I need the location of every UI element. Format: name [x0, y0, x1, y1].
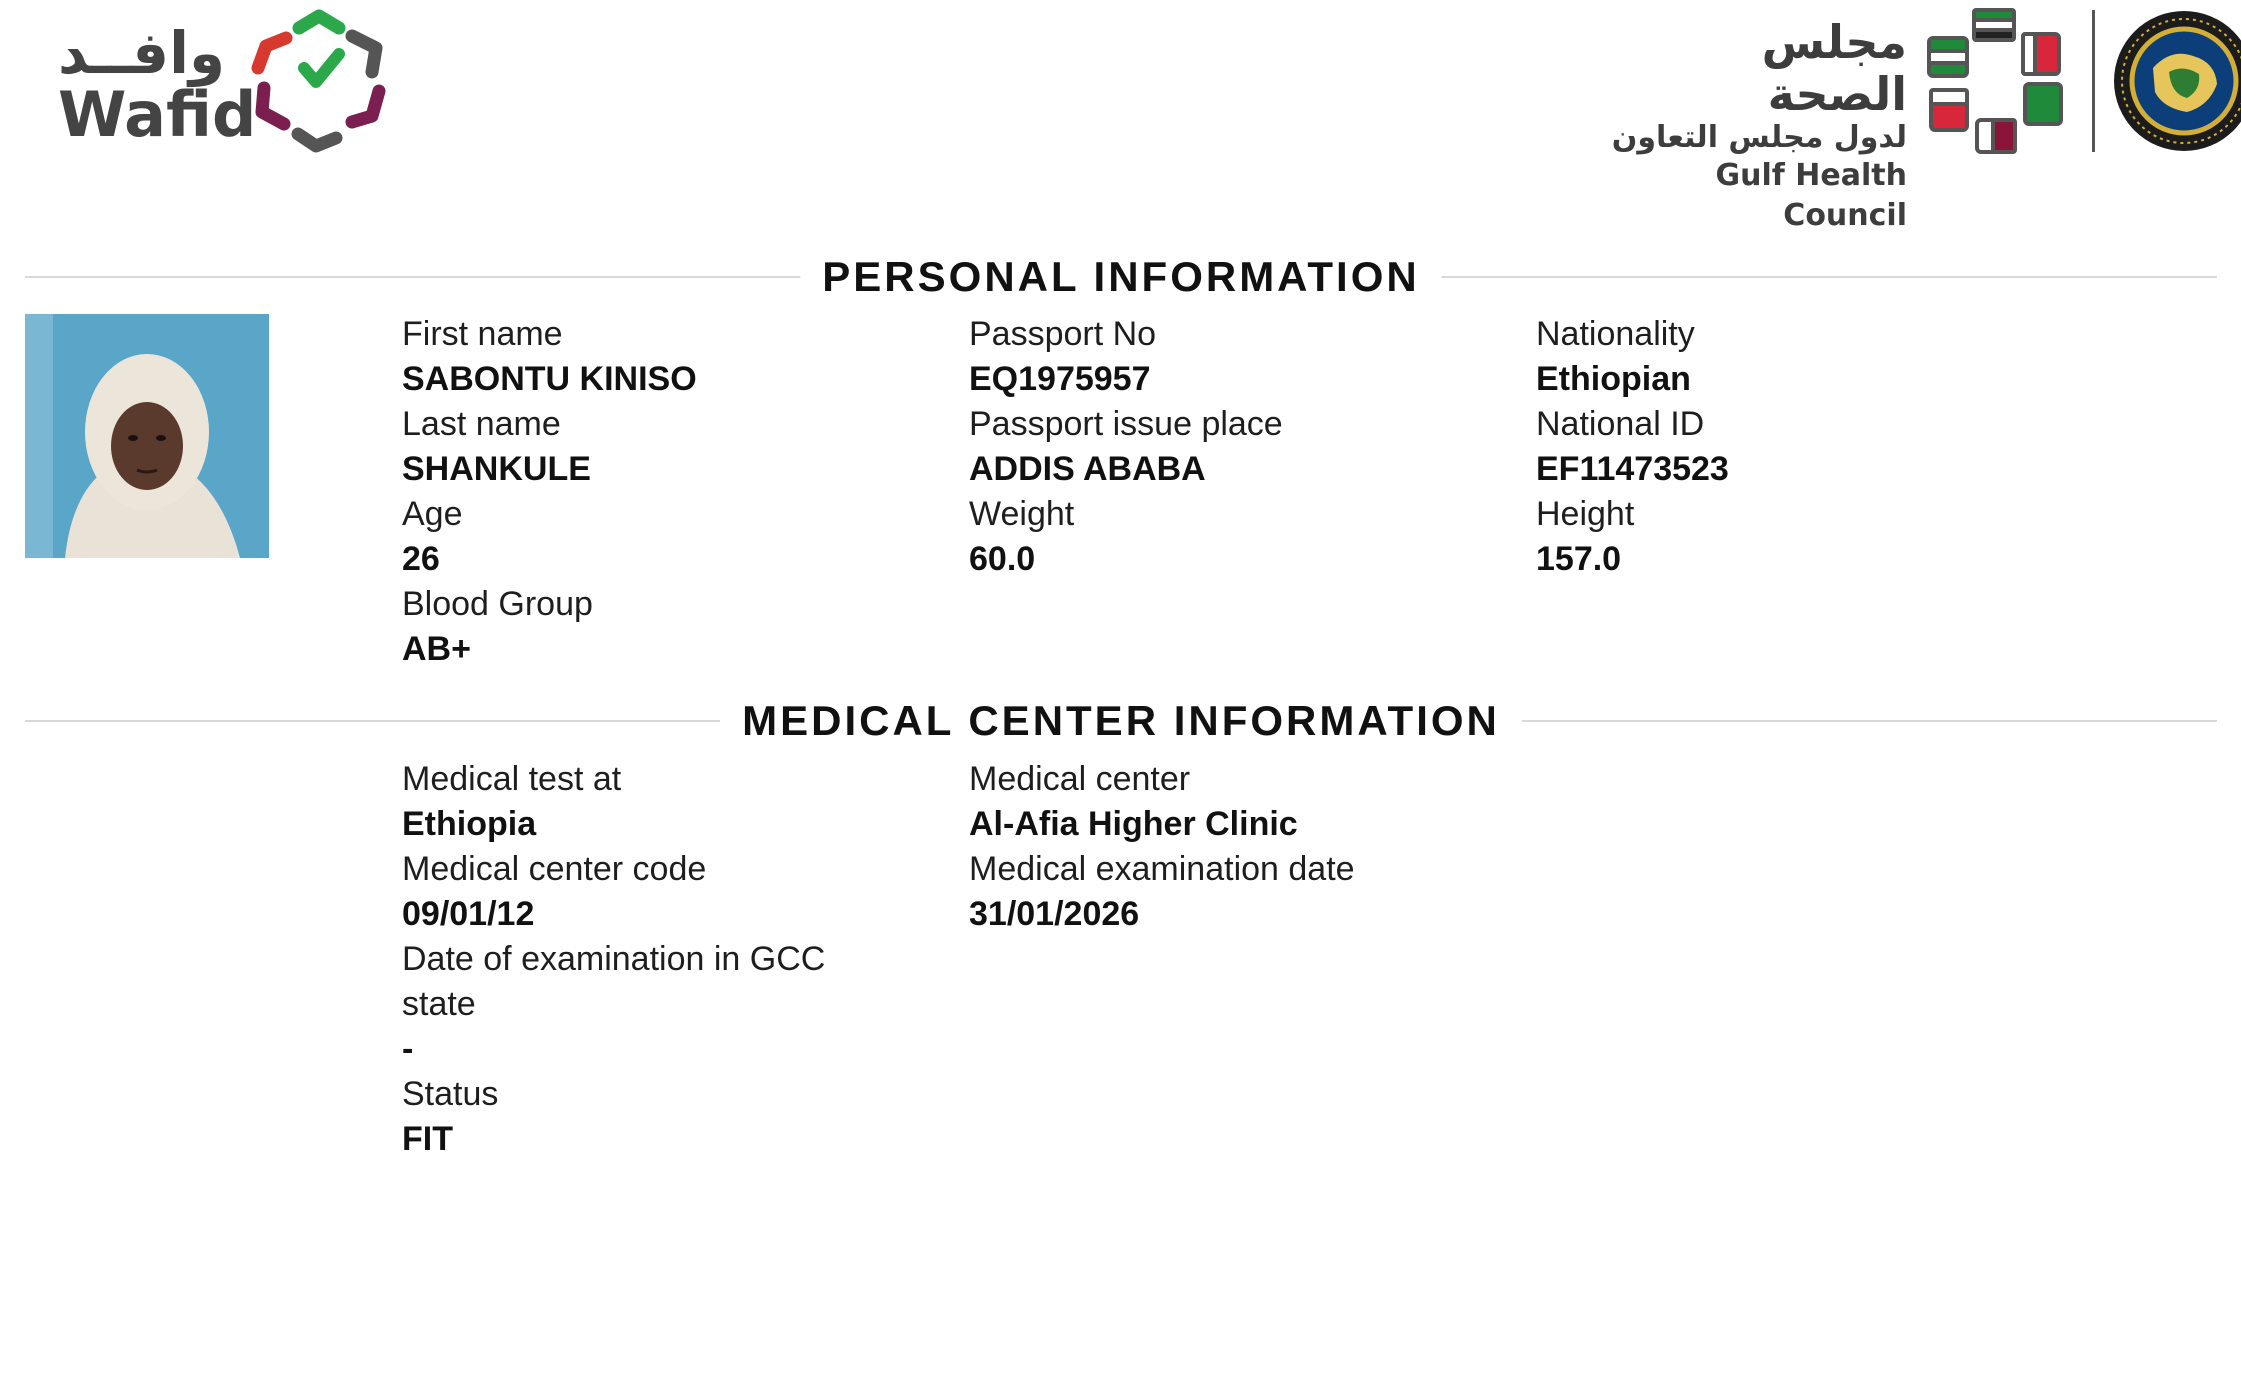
field-value: EF11473523: [1536, 450, 1729, 488]
field-label: Blood Group: [402, 585, 593, 623]
ghc-arabic-line2: لدول مجلس التعاون: [1611, 120, 1907, 155]
ghc-english-name: Gulf Health Council: [1715, 158, 1907, 233]
field-value: Al-Afia Higher Clinic: [969, 805, 1298, 843]
ghc-arabic-line1: مجلس الصحة: [1761, 15, 1907, 121]
applicant-photo: [25, 314, 269, 558]
field-passport-no: [969, 312, 1509, 402]
field-label: Height: [1536, 495, 1635, 533]
medical-column-1: [402, 757, 922, 1162]
field-label: Medical examination date: [969, 850, 1355, 888]
field-value: Ethiopian: [1536, 360, 1691, 398]
wafid-wordmark: [58, 6, 257, 151]
field-value: 60.0: [969, 540, 1036, 578]
section-title: PERSONAL INFORMATION: [800, 252, 1441, 302]
gulf-health-council-logo: [1607, 6, 2227, 233]
personal-information-header: [25, 252, 2217, 302]
field-nationality: [1536, 312, 2076, 402]
field-value: EQ1975957: [969, 360, 1151, 398]
field-first-name: [402, 312, 942, 402]
field-medical-exam-date: [969, 847, 1509, 937]
field-value: ADDIS ABABA: [969, 450, 1206, 488]
field-label: Nationality: [1536, 315, 1695, 353]
field-blood-group: [402, 582, 942, 672]
field-weight: [969, 492, 1509, 582]
medical-center-information-header: [25, 696, 2217, 746]
field-status: [402, 1072, 922, 1162]
field-medical-test-at: [402, 757, 922, 847]
field-label: First name: [402, 315, 563, 353]
field-label: Age: [402, 495, 463, 533]
field-gcc-exam-date: [402, 937, 922, 1072]
field-label: Medical test at: [402, 760, 622, 798]
field-label: National ID: [1536, 405, 1705, 443]
field-label: Last name: [402, 405, 561, 443]
field-label: Passport issue place: [969, 405, 1283, 443]
field-label: Medical center code: [402, 850, 707, 888]
field-value: 09/01/12: [402, 895, 535, 933]
field-value: 31/01/2026: [969, 895, 1140, 933]
medical-column-2: [969, 757, 1509, 937]
field-medical-center-code: [402, 847, 922, 937]
field-value: SABONTU KINISO: [402, 360, 697, 398]
field-label: Medical center: [969, 760, 1191, 798]
wafid-latin-text: Wafid: [58, 78, 257, 151]
field-age: [402, 492, 942, 582]
header: [0, 0, 2241, 233]
personal-column-3: [1536, 312, 2076, 582]
field-value: 157.0: [1536, 540, 1622, 578]
field-value: -: [402, 1030, 414, 1068]
field-label: Passport No: [969, 315, 1157, 353]
field-medical-center: [969, 757, 1509, 847]
wafid-star-icon: [244, 6, 394, 156]
gcc-seal-icon: [2111, 8, 2241, 154]
field-label: Status: [402, 1075, 499, 1113]
field-label: Weight: [969, 495, 1075, 533]
personal-column-1: [402, 312, 942, 672]
personal-column-2: [969, 312, 1509, 582]
field-height: [1536, 492, 2076, 582]
field-value: 26: [402, 540, 440, 578]
field-last-name: [402, 402, 942, 492]
ghc-wordmark: [1607, 16, 1907, 236]
logo-separator: [2092, 10, 2095, 152]
section-title: MEDICAL CENTER INFORMATION: [720, 696, 1522, 746]
field-value: SHANKULE: [402, 450, 591, 488]
status-value: FIT: [402, 1120, 453, 1158]
wafid-logo: [58, 6, 398, 156]
field-label: Date of examination in GCC state: [402, 940, 826, 1023]
field-value: Ethiopia: [402, 805, 537, 843]
field-national-id: [1536, 402, 2076, 492]
field-value: AB+: [402, 630, 471, 668]
wafid-arabic-text: وافــد: [58, 19, 226, 87]
field-passport-issue-place: [969, 402, 1509, 492]
gcc-flags-ring-icon: [1919, 6, 2069, 156]
